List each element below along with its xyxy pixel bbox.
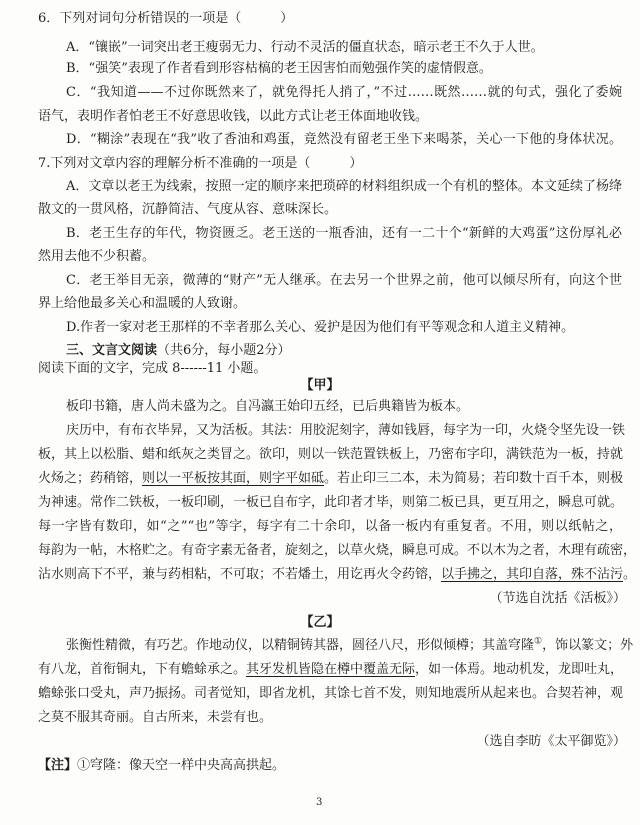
- passage-jia-source: （节选自沈括《活板》）: [489, 591, 626, 606]
- section3-title: 三、文言文阅读: [66, 343, 158, 358]
- passage-yi-line2-a: 有八龙，首衔铜丸，下有蟾蜍承之。: [38, 662, 247, 677]
- passage-yi-source: （选自李昉《太平御览》）: [476, 734, 626, 749]
- passage-yi-line3: 蟾蜍张口受丸，声乃振扬。司者觉知，即省龙机，其馀七首不发，则知地震所从起来也。合契若神，观: [38, 686, 624, 701]
- passage-jia-line7-b: 。: [623, 567, 637, 582]
- passage-jia-para1: 板印书籍，唐人尚未盛为之。自冯瀛王始印五经，已后典籍皆为板本。: [66, 399, 470, 414]
- page-number: 3: [316, 797, 323, 808]
- q6-option-a: A．“镶嵌”一词突出老王瘦弱无力、行动不灵活的僵直状态，暗示老王不久于人世。: [66, 40, 544, 55]
- passage-yi-underlined: 其牙发机皆隐在樽中覆盖无际: [246, 662, 416, 677]
- q7-option-c-line1: C．老王举目无亲，微薄的“财产”无人继承。在去另一个世界之前，他可以倾尽所有，向这个世: [66, 273, 622, 288]
- passage-jia-line2: 板，其上以松脂、蜡和纸灰之类冒之。欲印，则以一铁范置铁板上，乃密布字印，满铁范为一板，持就: [38, 447, 624, 462]
- q6-option-c-line1: C．“我知道——不过你既然来了，就免得托人捎了，”不过……既然……就的句式，强化了委婉: [66, 85, 622, 100]
- q7-option-b-line1: B．老王生存的年代，物资匮乏。老王送的一瓶香油，还有一二十个“新鲜的大鸡蛋”这份厚礼必: [66, 226, 622, 241]
- footnote-text: ①穹隆：像天空一样中央高高拱起。: [77, 758, 286, 773]
- q6-option-c-line2: 语气，表明作者怕老王不好意思收钱，以此方式让老王体面地收钱。: [38, 109, 429, 124]
- q7-option-c-line2: 界上给他最多关心和温暖的人致谢。: [38, 296, 247, 311]
- q7-stem: 7.下列对文章内容的理解分析不准确的一项是（ ）: [38, 156, 363, 171]
- passage-yi-line2: [38, 661, 622, 679]
- passage-jia-line4: 为神速。常作二铁板，一板印刷，一板已自布字，此印者才毕，则第二板已具，更互用之，瞬息可就。: [38, 495, 624, 510]
- q6-stem: 6．下列对词句分析错误的一项是（ ）: [38, 11, 294, 26]
- passage-jia-line7: [38, 566, 637, 584]
- passage-yi-line2-b: ，如一体焉。地动机发，龙即吐丸，: [415, 662, 624, 677]
- passage-jia-line3-b: 。若止印三二本，未为简易；若印数十百千本，则极: [324, 471, 624, 486]
- q7-option-a-line1: A．文章以老王为线索，按照一定的顺序来把琐碎的材料组织成一个有机的整体。本文延续了杨绛: [66, 179, 622, 194]
- section3-instruction: 阅读下面的文字，完成 8------11 小题。: [38, 361, 267, 376]
- passage-jia-line3-a: 火炀之；药稍镕，: [38, 471, 143, 486]
- passage-jia-underlined-2: 以手拂之，其印自落，殊不沾污: [441, 567, 624, 582]
- passage-jia-line3: [38, 470, 622, 488]
- q6-option-b: B．“强笑”表现了作者看到形容枯槁的老王因害怕而勉强作笑的虚情假意。: [66, 61, 492, 76]
- q7-option-d: D.作者一家对老王那样的不幸者那么关心、爱护是因为他们有平等观念和人道主义精神。: [66, 320, 575, 335]
- passage-jia-underlined-1: 则以一平板按其面，则字平如砥: [142, 471, 325, 486]
- passage-yi-line1: [66, 636, 634, 655]
- passage-yi-line1-b: ，饰以篆文；外: [542, 638, 634, 653]
- passage-jia-line6: 每韵为一帖，木格贮之。有奇字素无备者，旋刻之，以草火烧，瞬息可成。不以木为之者，木理有疏密，: [38, 543, 637, 558]
- q7-option-b-line2: 然用去他不少积蓄。: [38, 249, 156, 264]
- passage-jia-line5: 每一字皆有数印，如“之”“也”等字，每字有二十余印，以备一板内有重复者。不用，则以纸帖之，: [38, 519, 622, 534]
- passage-yi-line1-a: 张衡性精微，有巧艺。作地动仪，以精铜铸其器，圆径八尺，形似倾樽；其盖穹隆: [66, 638, 535, 653]
- section3-heading: [66, 342, 606, 360]
- passage-yi-line4: 之莫不服其奇丽。自古所来，未尝有也。: [38, 710, 273, 725]
- passage-jia-line7-a: 沾水则高下不平，兼与药相粘，不可取；不若燔土，用讫再火令药镕，: [38, 567, 442, 582]
- passage-yi-heading: 【乙】: [300, 615, 340, 630]
- footnote: [38, 757, 598, 775]
- section3-score: （共6分，每小题2分）: [157, 343, 291, 358]
- passage-jia-line1: 庆历中，有布衣毕昇，又为活板。其法：用胶泥刻字，薄如钱唇，每字为一印，火烧令坚先设一铁: [66, 423, 626, 438]
- passage-jia-heading: 【甲】: [300, 378, 340, 393]
- q6-option-d: D．“糊涂”表现在“我”收了香油和鸡蛋，竟然没有留老王坐下来喝茶，关心一下他的身体状况。: [66, 132, 622, 147]
- footnote-marker: ①: [534, 636, 543, 647]
- q7-option-a-line2: 散文的一贯风格，沉静简洁、气度从容、意味深长。: [38, 202, 338, 217]
- footnote-label: 【注】: [38, 758, 78, 773]
